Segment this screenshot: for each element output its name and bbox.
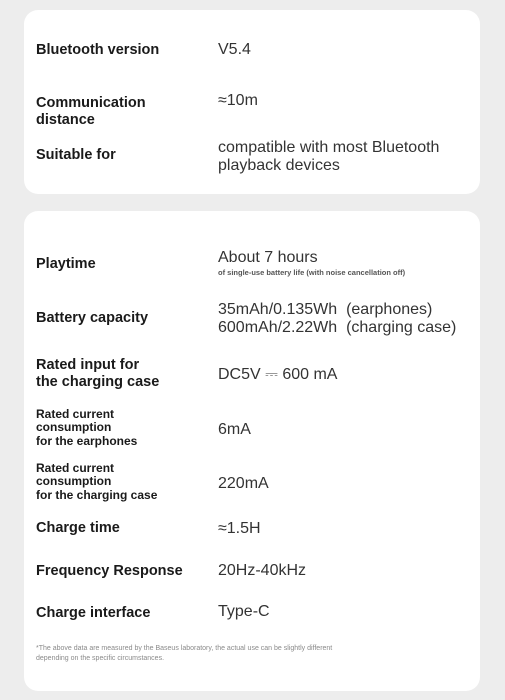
spec-value: 220mA — [218, 475, 269, 492]
footnote: *The above data are measured by the Baseus laboratory, the actual use can be slightly different depending on the specific circumstances. — [36, 645, 333, 662]
spec-label: Rated current consumption for the charging case — [36, 461, 158, 502]
playtime-value: About 7 hours — [218, 249, 318, 266]
playtime-note: of single-use battery life (with noise cancellation off) — [218, 268, 406, 278]
spec-label: Frequency Response — [36, 563, 183, 579]
spec-label: Suitable for — [36, 147, 116, 163]
spec-label: Communication distance — [36, 95, 146, 128]
spec-value: 6mA — [218, 421, 251, 438]
spec-label: Bluetooth version — [36, 42, 160, 58]
spec-label: Battery capacity — [36, 310, 149, 326]
spec-label: Charge time — [36, 520, 120, 536]
spec-value: DC5V ⎓ 600 mA — [218, 366, 338, 383]
spec-value: ≈10m — [218, 92, 258, 109]
spec-value: Type-C — [218, 603, 270, 620]
spec-value: ≈1.5H — [218, 520, 261, 537]
spec-value: compatible with most Bluetooth playback devices — [218, 139, 440, 175]
specs-card-power — [24, 211, 480, 691]
spec-label: Rated input for the charging case — [36, 357, 160, 390]
spec-value: 35mAh/0.135Wh (earphones) 600mAh/2.22Wh (charging case) — [218, 301, 457, 337]
spec-value: V5.4 — [218, 41, 251, 58]
specs-card-general — [24, 10, 480, 194]
spec-label: Rated current consumption for the earphones — [36, 407, 138, 448]
spec-value: 20Hz-40kHz — [218, 562, 307, 579]
spec-value — [218, 249, 405, 278]
spec-label: Charge interface — [36, 605, 151, 621]
spec-label: Playtime — [36, 256, 96, 272]
